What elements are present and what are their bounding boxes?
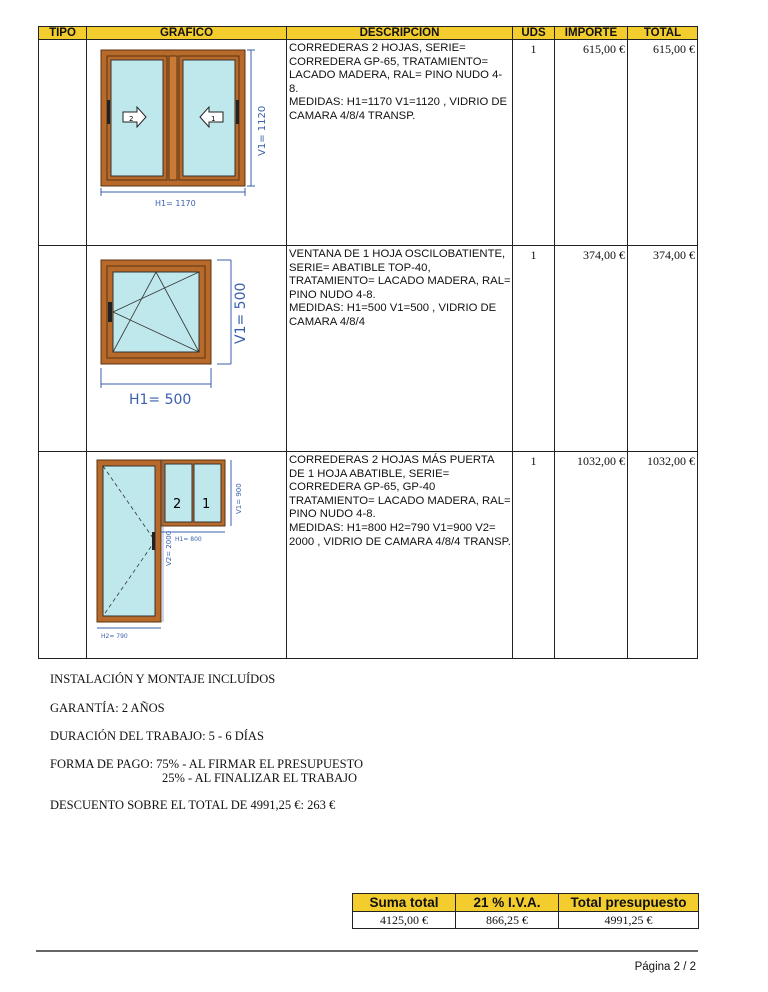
window-drawing-3 bbox=[87, 452, 287, 659]
uds-cell: 1 bbox=[513, 40, 555, 246]
total-cell: 615,00 € bbox=[628, 40, 698, 246]
iva-label: 21 % I.V.A. bbox=[456, 894, 559, 912]
footer-divider bbox=[36, 950, 698, 952]
iva-value: 866,25 € bbox=[456, 912, 559, 929]
tipo-cell bbox=[39, 452, 87, 659]
total-cell: 374,00 € bbox=[628, 246, 698, 452]
leaf-number: 1 bbox=[211, 115, 216, 123]
height-dimension: V1= 500 bbox=[233, 282, 249, 344]
importe-cell: 1032,00 € bbox=[555, 452, 628, 659]
table-row bbox=[39, 246, 698, 452]
description-cell bbox=[287, 246, 513, 452]
note-forma-pago-2: 25% - AL FINALIZAR EL TRABAJO bbox=[162, 771, 358, 785]
col-descripcion: DESCRIPCION bbox=[287, 27, 513, 40]
importe-cell: 615,00 € bbox=[555, 40, 628, 246]
col-tipo: TIPO bbox=[39, 27, 87, 40]
sliding-window-diagram bbox=[87, 40, 287, 246]
total-presupuesto-value: 4991,25 € bbox=[559, 912, 699, 929]
item-description: VENTANA DE 1 HOJA OSCILOBATIENTE, SERIE= ABATIBLE TOP-40, TRATAMIENTO= LACADO MADERA, RAL= PINO NUDO 4-8. MEDIDAS: H1=500 V1=500 , VIDRIO DE CAMARA 4/8/4 bbox=[289, 248, 511, 328]
tilt-turn-window-diagram bbox=[87, 246, 287, 452]
description-cell bbox=[287, 40, 513, 246]
suma-total-label: Suma total bbox=[353, 894, 456, 912]
width-dimension-window: H1= 800 bbox=[175, 536, 202, 543]
width-dimension-door: H2= 790 bbox=[101, 633, 128, 640]
height-dimension-door: V2= 2000 bbox=[165, 530, 173, 566]
col-uds: UDS bbox=[513, 27, 555, 40]
col-total: TOTAL bbox=[628, 27, 698, 40]
table-row bbox=[39, 452, 698, 659]
item-description: CORREDERAS 2 HOJAS MÁS PUERTA DE 1 HOJA ABATIBLE, SERIE= CORREDERA GP-65, GP-40 TRATAMIENTO= LACADO MADERA, RAL= PINO NUDO 4-8. MEDIDAS: H1=800 H2=790 V1=900 V2= 2000 , VIDRIO DE CAMARA 4/8/4 TRANSP. bbox=[289, 454, 511, 548]
table-row bbox=[39, 40, 698, 246]
leaf-number: 2 bbox=[129, 115, 134, 123]
height-dimension: V1= 1120 bbox=[257, 105, 268, 156]
note-instalacion: INSTALACIÓN Y MONTAJE INCLUÍDOS bbox=[50, 672, 276, 686]
leaf-number: 1 bbox=[202, 497, 211, 512]
note-garantia: GARANTÍA: 2 AÑOS bbox=[50, 701, 165, 715]
quote-table bbox=[38, 26, 698, 659]
width-dimension: H1= 1170 bbox=[155, 199, 196, 208]
total-presupuesto-label: Total presupuesto bbox=[559, 894, 699, 912]
tipo-cell bbox=[39, 246, 87, 452]
width-dimension: H1= 500 bbox=[129, 392, 192, 408]
suma-total-value: 4125,00 € bbox=[353, 912, 456, 929]
uds-cell: 1 bbox=[513, 452, 555, 659]
importe-cell: 374,00 € bbox=[555, 246, 628, 452]
total-cell: 1032,00 € bbox=[628, 452, 698, 659]
uds-cell: 1 bbox=[513, 246, 555, 452]
table-header-row bbox=[39, 27, 698, 40]
note-forma-pago: FORMA DE PAGO: 75% - AL FIRMAR EL PRESUPUESTO bbox=[50, 757, 364, 771]
note-duracion: DURACIÓN DEL TRABAJO: 5 - 6 DÍAS bbox=[50, 729, 264, 743]
summary-table bbox=[352, 893, 699, 929]
item-description: CORREDERAS 2 HOJAS, SERIE= CORREDERA GP-65, TRATAMIENTO= LACADO MADERA, RAL= PINO NUDO 4-8. MEDIDAS: H1=1170 V1=1120 , VIDRIO DE CAMARA 4/8/4 TRANSP. bbox=[289, 42, 508, 122]
col-importe: IMPORTE bbox=[555, 27, 628, 40]
tipo-cell bbox=[39, 40, 87, 246]
note-descuento: DESCUENTO SOBRE EL TOTAL DE 4991,25 €: 263 € bbox=[50, 798, 336, 812]
height-dimension-window: V1= 900 bbox=[235, 483, 243, 514]
leaf-number: 2 bbox=[173, 497, 182, 512]
description-cell bbox=[287, 452, 513, 659]
door-and-window-diagram bbox=[87, 452, 287, 659]
col-grafico: GRAFICO bbox=[87, 27, 287, 40]
window-drawing-2 bbox=[87, 246, 287, 452]
window-drawing-1 bbox=[87, 40, 287, 246]
page-number: Página 2 / 2 bbox=[634, 961, 696, 973]
